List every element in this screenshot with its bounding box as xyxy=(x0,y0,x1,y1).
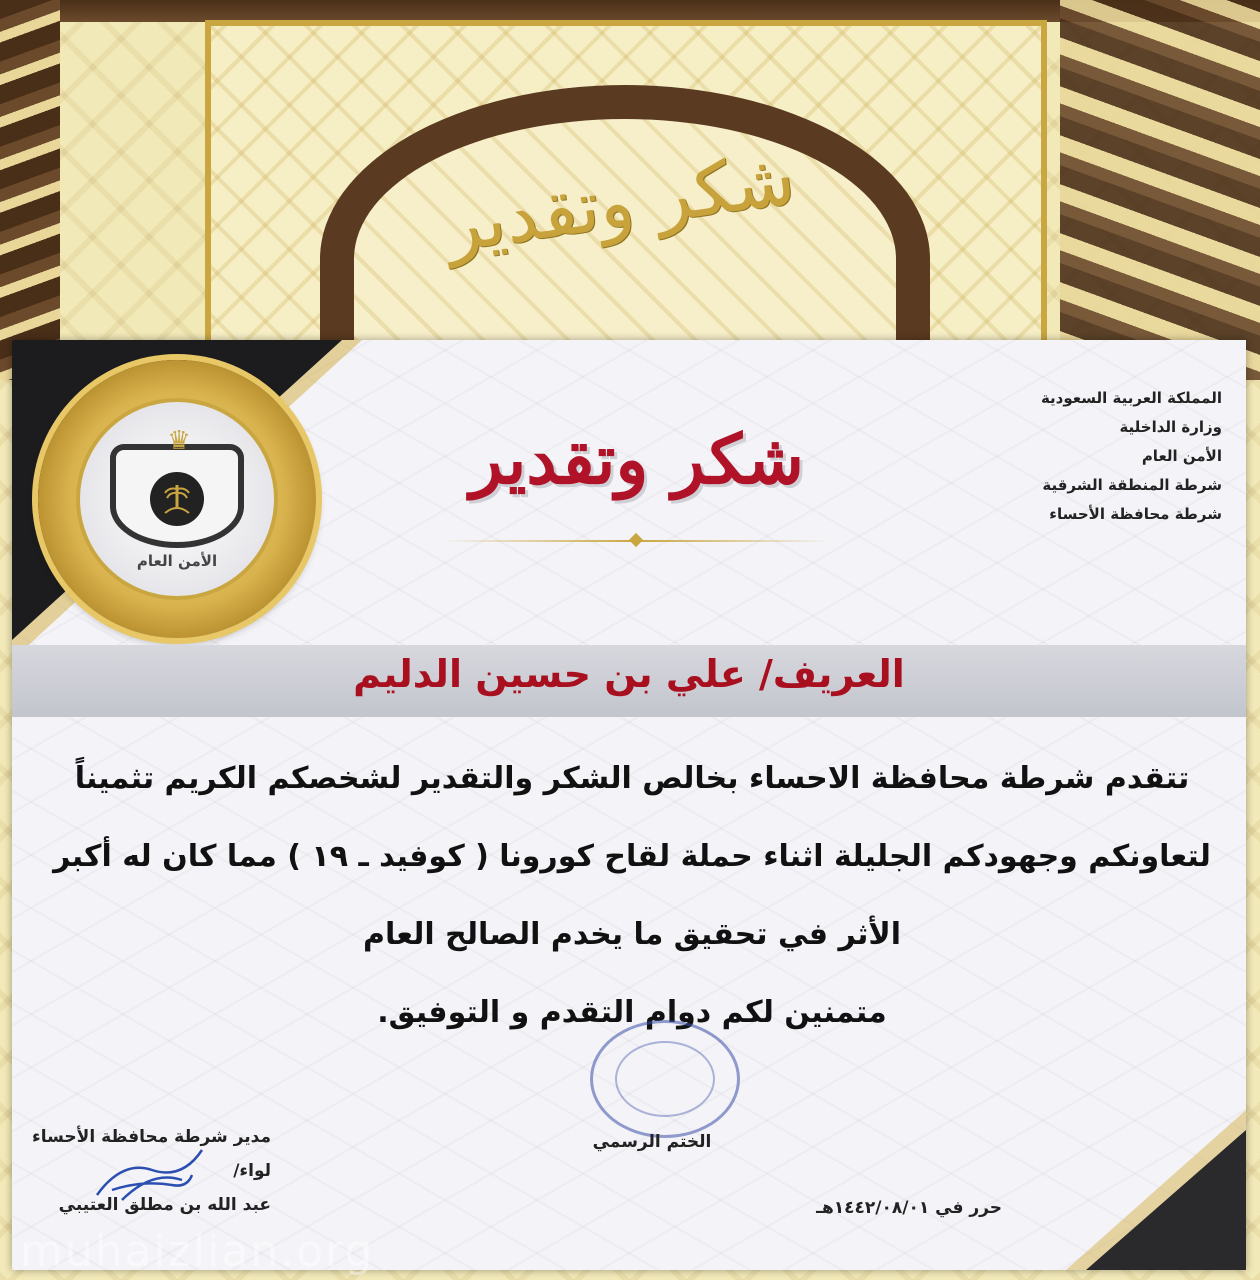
body-line: لتعاونكم وجهودكم الجليلة اثناء حملة لقاح كورونا ( كوفيد ـ ١٩ ) مما كان له أكبر xyxy=(53,839,1211,874)
issuer-header xyxy=(1002,384,1222,529)
issuer-line: الأمن العام xyxy=(1141,447,1222,465)
palm-swords-emblem-icon xyxy=(150,472,204,526)
body-line: متمنين لكم دوام التقدم و التوفيق. xyxy=(377,995,887,1030)
public-security-badge xyxy=(38,360,316,638)
certificate-title: شكر وتقدير xyxy=(469,420,805,500)
official-stamp xyxy=(590,1020,740,1138)
recipient-name: العريف/ علي بن حسين الدليم xyxy=(353,652,905,696)
certificate-card xyxy=(12,340,1246,1270)
frame-medallion-title: شكر وتقدير xyxy=(440,135,800,269)
title-diamond-ornament xyxy=(629,533,643,547)
signer-title: مدير شرطة محافظة الأحساء xyxy=(32,1127,271,1147)
issuer-line: وزارة الداخلية xyxy=(1119,418,1222,436)
signer-name: عبد الله بن مطلق العتيبي xyxy=(58,1195,271,1215)
crown-icon: ♛ xyxy=(167,426,191,456)
body-line: تتقدم شرطة محافظة الاحساء بخالص الشكر والتقدير لشخصكم الكريم تثميناً xyxy=(74,761,1190,796)
issuer-line: شرطة المنطقة الشرقية xyxy=(1042,476,1222,494)
signature-scribble xyxy=(92,1140,212,1210)
badge-label: الأمن العام xyxy=(136,552,218,570)
frame-wood-left xyxy=(0,0,60,380)
issue-date: حرر في ١٤٤٢/٠٨/٠١هـ xyxy=(816,1198,1002,1218)
frame-wood-right xyxy=(1060,0,1260,380)
stamp-inner-ring xyxy=(615,1041,715,1117)
watermark: muhaizlian.org xyxy=(20,1226,375,1277)
body-line: الأثر في تحقيق ما يخدم الصالح العام xyxy=(362,917,901,952)
issuer-line: شرطة محافظة الأحساء xyxy=(1049,505,1222,523)
signer-rank: لواء/ xyxy=(233,1161,271,1181)
badge-emblem xyxy=(76,398,278,600)
stamp-label: الختم الرسمي xyxy=(592,1132,712,1152)
certificate-body xyxy=(52,740,1212,1052)
issuer-line: المملكة العربية السعودية xyxy=(1040,389,1222,407)
corner-decoration-right xyxy=(1086,1130,1246,1270)
